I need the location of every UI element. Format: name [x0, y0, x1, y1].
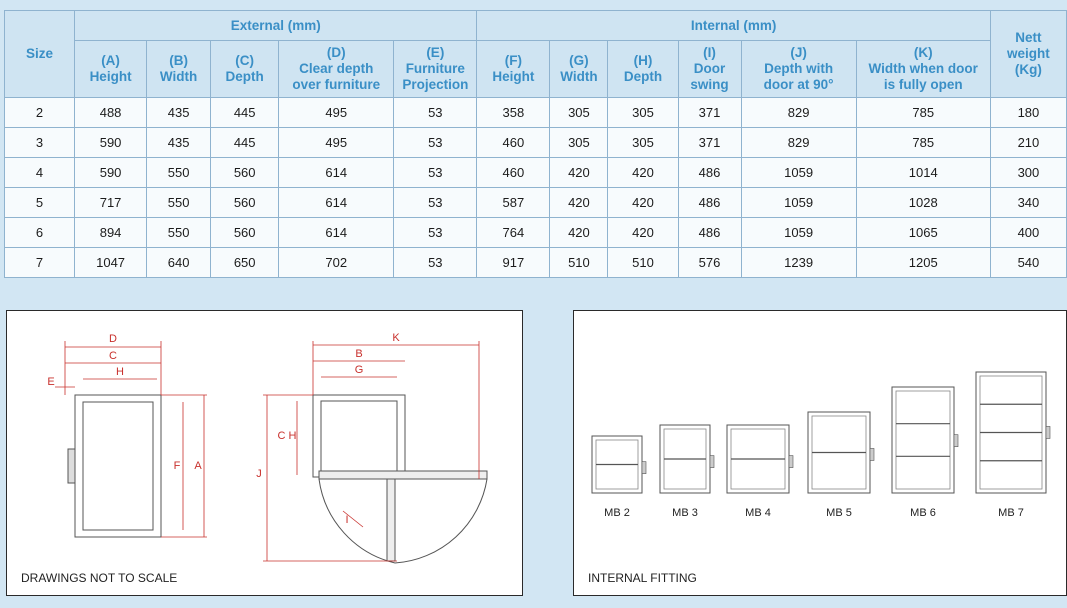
- table-cell: 560: [211, 218, 279, 248]
- table-cell: 460: [477, 128, 550, 158]
- table-cell: 53: [394, 158, 477, 188]
- safe-model-7: [976, 372, 1050, 519]
- dim-label-g: G: [354, 364, 364, 376]
- safe-model-label: MB 2: [604, 507, 630, 519]
- safe-model-2: [592, 436, 646, 519]
- table-cell: 1059: [741, 218, 856, 248]
- front-view-outer: [75, 395, 161, 537]
- safe-model-5: [808, 412, 874, 519]
- safe-model-label: MB 3: [672, 507, 698, 519]
- nett-weight-header: [990, 11, 1066, 98]
- dim-label-a: A: [194, 460, 202, 472]
- safe-outline: [892, 387, 954, 493]
- table-cell: 210: [990, 128, 1066, 158]
- plan-view-body: [313, 395, 405, 477]
- dim-label-b: B: [355, 348, 363, 360]
- size-cell: 3: [5, 128, 75, 158]
- plan-view-shelf: [319, 471, 487, 479]
- table-cell: 53: [394, 188, 477, 218]
- column-header-line: Width: [560, 69, 598, 84]
- column-header-line: (B): [169, 53, 188, 68]
- table-cell: 488: [75, 98, 147, 128]
- dim-label-d: D: [109, 333, 117, 345]
- table-cell: 587: [477, 188, 550, 218]
- table-cell: 1059: [741, 188, 856, 218]
- table-cell: 550: [147, 158, 211, 188]
- table-row: [5, 218, 1067, 248]
- table-row: [5, 188, 1067, 218]
- table-cell: 550: [147, 218, 211, 248]
- table-cell: 445: [211, 98, 279, 128]
- column-header-line: (D): [326, 45, 346, 60]
- table-cell: 486: [678, 158, 741, 188]
- table-cell: 510: [608, 248, 678, 278]
- plan-view-interior: [321, 401, 397, 475]
- table-cell: 53: [394, 98, 477, 128]
- table-cell: 1239: [741, 248, 856, 278]
- dim-label-ch: C H: [277, 430, 297, 442]
- dim-label-k: K: [392, 332, 400, 344]
- table-row: [5, 248, 1067, 278]
- table-cell: 702: [279, 248, 394, 278]
- table-cell: 717: [75, 188, 147, 218]
- table-cell: 305: [550, 98, 608, 128]
- nett-weight-header-line: (Kg): [1014, 62, 1042, 77]
- table-cell: 785: [856, 98, 990, 128]
- front-view-handle: [68, 449, 75, 483]
- table-cell: 445: [211, 128, 279, 158]
- column-header-line: Depth: [623, 69, 663, 84]
- external-group-header: External (mm): [75, 11, 477, 41]
- drawings-caption: DRAWINGS NOT TO SCALE: [21, 571, 178, 585]
- column-header-line: swing: [690, 77, 729, 92]
- table-cell: 53: [394, 218, 477, 248]
- table-cell: 180: [990, 98, 1066, 128]
- safe-model-label: MB 4: [745, 507, 771, 519]
- column-header: [608, 41, 678, 98]
- column-header-line: Depth: [225, 69, 264, 84]
- dim-label-j: J: [256, 468, 262, 480]
- nett-weight-header-line: Nett: [1015, 30, 1042, 45]
- table-cell: 1205: [856, 248, 990, 278]
- column-header: [394, 41, 477, 98]
- table-cell: 486: [678, 188, 741, 218]
- fitting-caption: INTERNAL FITTING: [588, 571, 697, 585]
- table-cell: 486: [678, 218, 741, 248]
- dim-label-h: H: [116, 366, 124, 378]
- table-cell: 917: [477, 248, 550, 278]
- column-header-line: (I): [703, 45, 716, 60]
- table-cell: 894: [75, 218, 147, 248]
- table-cell: 829: [741, 98, 856, 128]
- column-header-line: (K): [913, 45, 933, 60]
- door-swing-arc-left: [319, 479, 395, 563]
- table-cell: 764: [477, 218, 550, 248]
- column-header-line: Furniture: [405, 61, 465, 76]
- table-cell: 650: [211, 248, 279, 278]
- plan-view-door: [387, 479, 395, 561]
- dim-label-c: C: [109, 350, 117, 362]
- safe-model-label: MB 6: [910, 507, 936, 519]
- column-header: [550, 41, 608, 98]
- table-cell: 340: [990, 188, 1066, 218]
- table-body: [5, 98, 1067, 278]
- column-header: [477, 41, 550, 98]
- table-cell: 1014: [856, 158, 990, 188]
- dim-label-f: F: [173, 460, 181, 472]
- table-cell: 590: [75, 158, 147, 188]
- column-header-line: (C): [235, 53, 255, 68]
- table-cell: 358: [477, 98, 550, 128]
- column-header-line: (A): [101, 53, 120, 68]
- column-header-line: (G): [569, 53, 589, 68]
- table-cell: 550: [147, 188, 211, 218]
- table-cell: 420: [550, 188, 608, 218]
- table-cell: 420: [608, 158, 678, 188]
- column-header: [147, 41, 211, 98]
- table-cell: 305: [608, 98, 678, 128]
- table-cell: 829: [741, 128, 856, 158]
- safe-handle: [954, 435, 958, 447]
- spec-table: [4, 10, 1067, 278]
- column-header-line: Width: [159, 69, 198, 84]
- table-row: [5, 158, 1067, 188]
- drawings-panel: [6, 310, 523, 596]
- table-cell: 371: [678, 128, 741, 158]
- table-cell: 1065: [856, 218, 990, 248]
- table-cell: 576: [678, 248, 741, 278]
- table-cell: 495: [279, 128, 394, 158]
- size-cell: 7: [5, 248, 75, 278]
- table-row: [5, 128, 1067, 158]
- dimension-drawings: [7, 311, 524, 597]
- column-header-line: Width when door: [868, 61, 978, 76]
- table-cell: 435: [147, 128, 211, 158]
- table-row: [5, 98, 1067, 128]
- column-header-line: (H): [633, 53, 653, 68]
- size-cell: 6: [5, 218, 75, 248]
- column-header-line: (J): [790, 45, 807, 60]
- table-cell: 420: [550, 218, 608, 248]
- table-cell: 53: [394, 248, 477, 278]
- column-header-line: (F): [504, 53, 522, 68]
- table-cell: 460: [477, 158, 550, 188]
- table-cell: 785: [856, 128, 990, 158]
- safe-model-4: [727, 425, 793, 519]
- table-cell: 400: [990, 218, 1066, 248]
- safe-model-label: MB 5: [826, 507, 852, 519]
- safe-handle: [1046, 426, 1050, 438]
- column-header: [741, 41, 856, 98]
- safe-handle: [642, 462, 646, 474]
- size-cell: 5: [5, 188, 75, 218]
- table-cell: 560: [211, 188, 279, 218]
- table-cell: 614: [279, 188, 394, 218]
- column-header-row: [5, 41, 1067, 98]
- column-header: [75, 41, 147, 98]
- internal-group-header: Internal (mm): [477, 11, 990, 41]
- door-swing-arc-right: [395, 479, 487, 563]
- column-header-line: Clear depth: [299, 61, 374, 76]
- table-cell: 305: [608, 128, 678, 158]
- table-cell: 590: [75, 128, 147, 158]
- column-header: [678, 41, 741, 98]
- table-cell: 1059: [741, 158, 856, 188]
- size-header: Size: [5, 11, 75, 98]
- column-header-line: Height: [492, 69, 535, 84]
- table-cell: 300: [990, 158, 1066, 188]
- table-cell: 1028: [856, 188, 990, 218]
- table-cell: 420: [550, 158, 608, 188]
- table-cell: 371: [678, 98, 741, 128]
- column-header-line: Projection: [402, 77, 469, 92]
- column-header: [856, 41, 990, 98]
- internal-fitting-diagram: [574, 311, 1067, 597]
- table-cell: 614: [279, 218, 394, 248]
- table-cell: 510: [550, 248, 608, 278]
- column-header-line: over furniture: [292, 77, 381, 92]
- internal-fitting-panel: [573, 310, 1067, 596]
- column-header: [211, 41, 279, 98]
- column-header-line: Height: [89, 69, 132, 84]
- column-header-line: is fully open: [883, 77, 963, 92]
- plan-view-safe: [313, 395, 487, 563]
- column-header-line: (E): [426, 45, 445, 60]
- safe-handle: [710, 456, 714, 468]
- nett-weight-header-line: weight: [1007, 46, 1050, 61]
- front-view-dimensions: [55, 341, 207, 537]
- table-cell: 560: [211, 158, 279, 188]
- table-cell: 420: [608, 218, 678, 248]
- column-header-line: Depth with: [764, 61, 834, 76]
- safe-model-6: [892, 387, 958, 519]
- column-header-line: door at 90°: [763, 77, 834, 92]
- table-cell: 540: [990, 248, 1066, 278]
- safe-handle: [789, 456, 793, 468]
- table-cell: 1047: [75, 248, 147, 278]
- safe-handle: [870, 448, 874, 460]
- size-cell: 4: [5, 158, 75, 188]
- table-cell: 305: [550, 128, 608, 158]
- front-view-door: [83, 402, 153, 530]
- safe-inner: [896, 391, 950, 489]
- table-cell: 640: [147, 248, 211, 278]
- table-cell: 614: [279, 158, 394, 188]
- column-header: [279, 41, 394, 98]
- dim-label-e: E: [47, 376, 55, 388]
- safe-model-3: [660, 425, 714, 519]
- column-header-line: Door: [693, 61, 726, 76]
- dim-label-i: I: [345, 514, 349, 526]
- table-cell: 495: [279, 98, 394, 128]
- table-cell: 435: [147, 98, 211, 128]
- table-cell: 53: [394, 128, 477, 158]
- plan-view-dimensions: [263, 341, 479, 561]
- front-view-safe: [68, 395, 161, 537]
- safe-model-label: MB 7: [998, 507, 1024, 519]
- table-cell: 420: [608, 188, 678, 218]
- size-cell: 2: [5, 98, 75, 128]
